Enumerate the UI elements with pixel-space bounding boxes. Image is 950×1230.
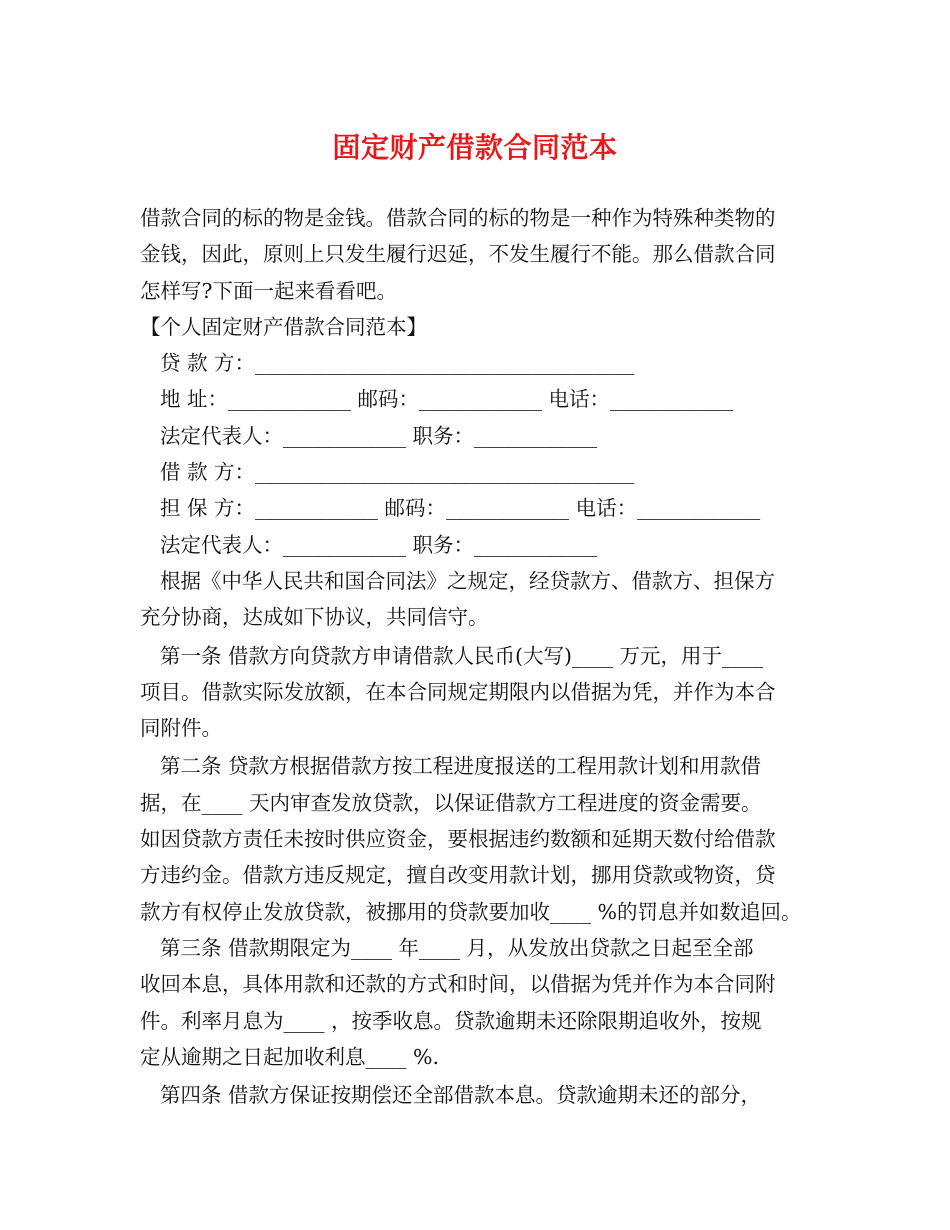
article3-line-2: 收回本息，具体用款和还款的方式和时间，以借据为凭并作为本合同附 — [140, 972, 776, 997]
article3-line-1: 第三条 借款期限定为____ 年____ 月，从发放出贷款之日起至全部 — [160, 935, 754, 960]
intro-line-3: 怎样写?下面一起来看看吧。 — [140, 278, 397, 303]
guarantor-representative-field: 法定代表人：____________ 职务：____________ — [160, 532, 598, 557]
lender-representative-field: 法定代表人：____________ 职务：____________ — [160, 423, 598, 448]
guarantor-field: 担 保 方：____________ 邮码：____________ 电话：____________ — [160, 496, 761, 521]
article3-line-3: 件。利率月息为____ ，按季收息。贷款逾期未还除限期追收外，按规 — [140, 1008, 762, 1033]
preamble-line-1: 根据《中华人民共和国合同法》之规定，经贷款方、借款方、担保方 — [160, 568, 775, 593]
article3-line-4: 定从逾期之日起加收利息____ %. — [140, 1044, 440, 1069]
document-body — [140, 200, 830, 1113]
article1-line-3: 同附件。 — [140, 716, 222, 741]
lender-field: 贷 款 方：_____________________________________ — [160, 351, 635, 376]
document-title: 固定财产借款合同范本 — [332, 131, 618, 164]
section-heading: 【个人固定财产借款合同范本】 — [140, 314, 427, 339]
lender-address-field: 地 址：____________ 邮码：____________ 电话：____________ — [160, 387, 734, 412]
intro-line-1: 借款合同的标的物是金钱。借款合同的标的物是一种作为特殊种类物的 — [140, 206, 776, 230]
article2-line-3: 如因贷款方责任未按时供应资金，要根据违约数额和延期天数付给借款 — [140, 827, 776, 852]
article2-line-5: 款方有权停止发放贷款，被挪用的贷款要加收____ %的罚息并如数追回。 — [140, 899, 802, 924]
article2-line-2: 据，在____ 天内审查发放贷款，以保证借款方工程进度的资金需要。 — [140, 790, 762, 815]
article2-line-4: 方违约金。借款方违反规定，擅自改变用款计划，挪用贷款或物资，贷 — [140, 863, 776, 888]
intro-line-2: 金钱，因此，原则上只发生履行迟延，不发生履行不能。那么借款合同 — [140, 242, 776, 267]
article4-line-1: 第四条 借款方保证按期偿还全部借款本息。贷款逾期未还的部分， — [160, 1083, 762, 1108]
borrower-field: 借 款 方：_____________________________________ — [160, 460, 635, 485]
article1-line-2: 项目。借款实际发放额，在本合同规定期限内以借据为凭，并作为本合 — [140, 679, 776, 704]
article1-line-1: 第一条 借款方向贷款方申请借款人民币(大写)____ 万元，用于____ — [160, 643, 764, 668]
article2-line-1: 第二条 贷款方根据借款方按工程进度报送的工程用款计划和用款借 — [160, 754, 762, 779]
preamble-line-2: 充分协商，达成如下协议，共同信守。 — [140, 605, 489, 630]
